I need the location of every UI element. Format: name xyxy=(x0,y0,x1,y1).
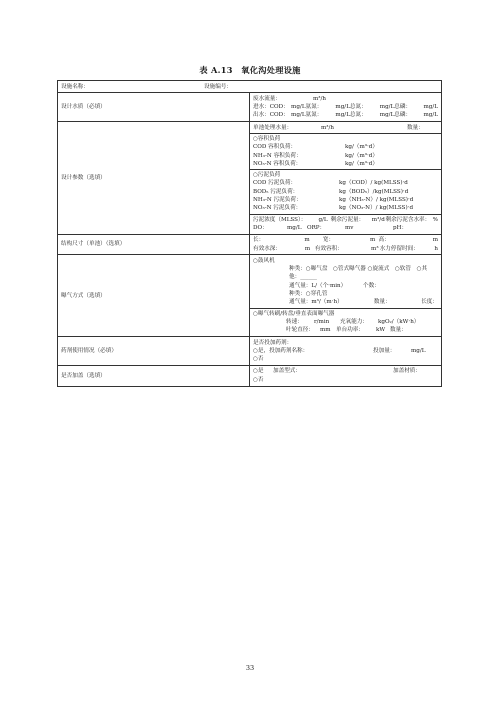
header-cell xyxy=(58,81,442,93)
outlet-nh3-field[interactable]: 氨氮： xyxy=(305,112,323,119)
orp-field[interactable]: ORP： xyxy=(307,224,326,231)
chemicals-label: 药剂使用情况（必填） xyxy=(58,337,250,366)
sludge-load-radio[interactable]: ○污泥负荷 xyxy=(253,172,281,179)
perforated-count-field[interactable]: 数量： xyxy=(373,299,391,306)
inlet-line: 进水：COD： mg/L 氨氮： mg/L 总氮： mg/L 总磷： mg/L xyxy=(253,104,438,111)
aeration-row xyxy=(58,255,442,337)
diffuser-types[interactable]: 种类：○曝气盘 ○管式曝气器 ○旋流式 ○软管 ○其他：______ xyxy=(289,266,428,281)
air-volume-field[interactable]: 通气量：L/（个·min） xyxy=(289,282,347,289)
outlet-line: 出水：COD： mg/L 氨氮： mg/L 总氮： mg/L 总磷： mg/L xyxy=(253,112,438,119)
cover-material-field[interactable]: 加盖材质： xyxy=(393,368,421,375)
oxygen-capacity-field[interactable]: 充氧能力： xyxy=(340,318,368,325)
sludge-moisture-field[interactable]: 剩余污泥含水率： xyxy=(385,216,431,223)
structure-label: 结构尺寸（单池）（选填） xyxy=(58,234,250,255)
perforated-length-field[interactable]: 长度： xyxy=(421,299,438,306)
hrt-field[interactable]: 水力停留时间： xyxy=(379,245,419,252)
cover-label: 是否加盖（选填） xyxy=(58,365,250,386)
facility-no-field[interactable]: 设施编号： xyxy=(204,83,232,90)
outlet-tn-field[interactable]: 总氮： xyxy=(349,112,367,119)
water-quality-cell xyxy=(250,93,442,122)
width-field[interactable]: 宽： xyxy=(322,237,335,244)
inlet-nh3-field[interactable]: 氨氮： xyxy=(305,104,323,111)
outlet-tp-field[interactable]: 总磷： xyxy=(394,112,412,119)
inlet-tn-field[interactable]: 总氮： xyxy=(349,104,367,111)
chemicals-cell: 是否投加药剂： ○是，投加药剂名称： 投加量： mg/L ○否 xyxy=(250,337,442,366)
mlss-line: 污泥浓度（MLSS）： g/L 剩余污泥量： m³/d 剩余污泥含水率： % xyxy=(253,216,438,223)
speed-field[interactable]: 转速： xyxy=(286,318,303,325)
do-field[interactable]: DO： xyxy=(253,224,268,231)
water-quality-label: 设计水质（必填） xyxy=(58,93,250,122)
page-number: 33 xyxy=(245,664,255,672)
cover-type-field[interactable]: 加盖型式： xyxy=(273,368,301,375)
water-depth-field[interactable]: 有效水深： xyxy=(253,245,281,252)
header-row xyxy=(58,81,442,93)
blower-radio[interactable]: ○鼓风机 xyxy=(253,257,275,264)
single-flow-field[interactable]: 单池处理水量： xyxy=(253,124,293,131)
perforated-pipe-radio[interactable]: 种类：○穿孔管 xyxy=(289,291,328,298)
aerator-qty-field[interactable]: 数量： xyxy=(390,327,407,334)
design-params-label: 设计参数（选填） xyxy=(58,122,250,235)
chemicals-question: 是否投加药剂： xyxy=(253,339,293,346)
structure-row xyxy=(58,234,442,255)
water-quality-row xyxy=(58,93,442,122)
flow-field[interactable]: 废水流量： xyxy=(253,95,281,102)
structure-cell: 长： m 宽： m 高： m 有效水深： m 有效容积： m³ 水力停留时间： h xyxy=(250,234,442,255)
chemicals-row xyxy=(58,337,442,366)
length-field[interactable]: 长： xyxy=(253,237,265,244)
chemicals-no-radio[interactable]: ○否 xyxy=(253,356,264,363)
cover-row xyxy=(58,365,442,386)
cover-cell xyxy=(250,365,442,386)
perforated-air-field[interactable]: 通气量：m³/（m·h） xyxy=(289,299,343,306)
table-caption: 表 A.13 氧化沟处理设施 xyxy=(199,65,301,75)
dose-field[interactable]: 投加量： xyxy=(373,347,396,354)
unit-power-field[interactable]: 单台功率： xyxy=(336,327,364,334)
aeration-label: 曝气方式（选填） xyxy=(58,255,250,337)
volume-load-radio[interactable]: ○容积负荷 xyxy=(253,135,281,142)
facility-name-field[interactable]: 设施名称： xyxy=(61,83,89,90)
mechanical-aerator-radio[interactable]: ○曝气转刷/转盘/垂直表面曝气器 xyxy=(253,310,335,317)
flow-unit: m³/h xyxy=(313,95,327,102)
chemicals-yes-radio[interactable]: ○是，投加药剂名称： xyxy=(253,347,309,354)
outlet-cod-field[interactable]: 出水：COD： xyxy=(253,112,289,119)
oxidation-ditch-form xyxy=(57,80,442,387)
aeration-cell: ○鼓风机 种类：○曝气盘 ○管式曝气器 ○旋流式 ○软管 ○其他：______ 通气量：L/（个·min） 个数： 种类：○穿孔管 通气量：m³/（m·h） 数量： 长度： ○曝气转刷/转盘/垂直表面曝气器 转速： r/min 充氧能力： kgO₂/（kW·h） 叶轮直径： mm 单台功率： kW 数量： xyxy=(250,255,442,337)
design-params-row xyxy=(58,122,442,235)
pool-count-field[interactable]: 数量： xyxy=(407,124,424,131)
design-params-cell: 单池处理水量： m³/h 数量： ○容积负荷 COD 容积负荷： kg/（m³·d） NH₃-N 容积负荷： kg/（m³·d） NO₃-N 容积负荷： kg/（m³·d） ○污泥负荷 COD 污泥负荷： kg（COD）/ kg(MLSS)·d BOD₅ 污泥负荷： kg（BOD₅）/kg(MLSS)·d NH₃-N 污泥负荷： kg（NH₃-N）/ kg(MLSS)·d NO₃-N 污泥负荷： kg（NO₃-N）/ kg(MLSS)·d 污泥浓度（MLSS）： g/L 剩余污泥量： m³/d 剩余污泥含水率： % DO： mg/L ORP： mv pH： xyxy=(250,122,442,235)
inlet-tp-field[interactable]: 总磷： xyxy=(394,104,412,111)
cover-yes-radio[interactable]: ○是 xyxy=(253,368,264,375)
diffuser-count-field[interactable]: 个数： xyxy=(363,282,380,289)
impeller-diameter-field[interactable]: 叶轮直径： xyxy=(286,327,314,334)
effective-volume-field[interactable]: 有效容积： xyxy=(314,245,343,252)
mlss-field[interactable]: 污泥浓度（MLSS）： xyxy=(253,216,307,223)
inlet-cod-field[interactable]: 进水：COD： xyxy=(253,104,289,111)
ph-field[interactable]: pH： xyxy=(393,224,408,231)
do-line: DO： mg/L ORP： mv pH： xyxy=(253,224,408,231)
excess-sludge-field[interactable]: 剩余污泥量： xyxy=(330,216,365,223)
height-field[interactable]: 高： xyxy=(378,237,390,244)
cover-no-radio[interactable]: ○否 xyxy=(253,376,264,383)
